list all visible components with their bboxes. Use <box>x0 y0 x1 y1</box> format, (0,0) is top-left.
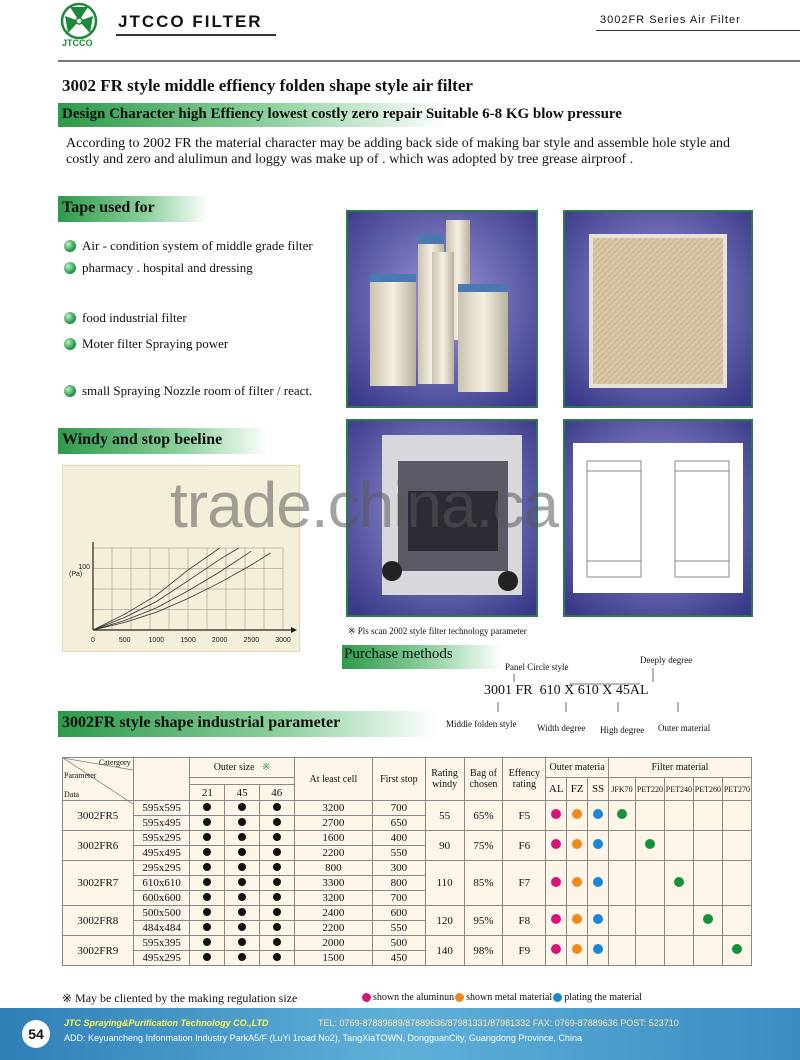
filter-material-cell <box>722 936 751 966</box>
code-width: 610 <box>539 683 561 698</box>
size-availability <box>259 831 294 846</box>
cell-cell: 1500 <box>294 951 372 966</box>
size-availability <box>225 921 260 936</box>
model-cell: 3002FR9 <box>63 936 134 966</box>
size-availability <box>225 861 260 876</box>
size-availability <box>225 876 260 891</box>
availability-dot <box>238 893 246 901</box>
table-row <box>63 906 752 921</box>
size-note: ※ May be cliented by the making regulation size <box>62 991 298 1005</box>
list-item: Moter filter Spraying power <box>64 336 228 352</box>
size-availability <box>225 906 260 921</box>
cell-cell: 2400 <box>294 906 372 921</box>
outer-material-cell <box>588 936 609 966</box>
filter-material-cell <box>693 861 722 906</box>
header-pet240: PET240 <box>664 778 693 801</box>
availability-dot <box>238 803 246 811</box>
bullet-icon <box>64 385 76 397</box>
model-cell: 3002FR5 <box>63 801 134 831</box>
y-axis-label: (Pa) <box>69 571 83 578</box>
list-item: small Spraying Nozzle room of filter / react. <box>64 383 312 399</box>
watermark: trade.china.ca <box>170 469 559 541</box>
size-availability <box>190 801 225 816</box>
size-cell: 595x595 <box>133 801 190 816</box>
filter-material-cell <box>664 936 693 966</box>
filter-material-cell <box>722 801 751 831</box>
material-dot <box>551 809 561 819</box>
windy-cell: 55 <box>425 801 464 831</box>
scan-note: ※ Pls scan 2002 style filter technology parameter <box>348 626 527 636</box>
filter-dot <box>703 914 713 924</box>
logo <box>60 2 98 40</box>
header-jfk70: JFK70 <box>609 778 636 801</box>
availability-dot <box>273 923 281 931</box>
size-availability <box>190 846 225 861</box>
first-stop-cell: 550 <box>373 846 426 861</box>
photo-cartridge-filters <box>346 210 538 408</box>
label-middle-folden: Middle folden style <box>446 719 517 729</box>
size-availability <box>259 891 294 906</box>
filter-material-cell <box>635 906 664 936</box>
first-stop-cell: 450 <box>373 951 426 966</box>
filter-material-cell <box>722 831 751 861</box>
outer-material-cell <box>546 801 567 831</box>
size-availability <box>190 951 225 966</box>
header-pet220: PET220 <box>635 778 664 801</box>
size-availability <box>225 846 260 861</box>
footer-address: ADD: Keyuancheng Infonmation Industry ParkA5/F (LuYi 1road No2), TangXiaTOWN, DongguanCity, Guangdong Province, China <box>64 1033 582 1043</box>
y-tick-label: 100 <box>78 563 90 571</box>
filter-material-cell <box>635 936 664 966</box>
material-dot <box>551 914 561 924</box>
material-dot <box>593 877 603 887</box>
availability-dot <box>273 878 281 886</box>
availability-dot <box>238 848 246 856</box>
availability-dot <box>238 908 246 916</box>
param-heading: 3002FR style shape industrial parameter <box>62 714 341 731</box>
label-panel-circle: Panel Circle style <box>505 662 569 672</box>
header-effency-rating: Effency rating <box>503 758 546 801</box>
x-tick-label: 3000 <box>275 637 291 644</box>
cell-cell: 800 <box>294 861 372 876</box>
first-stop-cell: 550 <box>373 921 426 936</box>
bullet-icon <box>64 338 76 350</box>
size-availability <box>225 951 260 966</box>
material-dot <box>572 809 582 819</box>
header-rating-windy: Rating windy <box>425 758 464 801</box>
availability-dot <box>238 818 246 826</box>
table-row <box>63 861 752 876</box>
availability-dot <box>238 833 246 841</box>
availability-dot <box>203 833 211 841</box>
parameter-table <box>62 757 752 966</box>
availability-dot <box>273 938 281 946</box>
model-cell: 3002FR8 <box>63 906 134 936</box>
size-availability <box>190 831 225 846</box>
filter-material-cell <box>693 801 722 831</box>
legend-dot-aluminum <box>362 993 371 1002</box>
size-availability <box>190 936 225 951</box>
label-outer-material: Outer material <box>658 723 711 733</box>
availability-dot <box>203 848 211 856</box>
x-tick-label: 1500 <box>180 637 196 644</box>
availability-dot <box>203 923 211 931</box>
list-item: pharmacy . hospital and dressing <box>64 260 253 276</box>
filter-dot <box>617 809 627 819</box>
label-width-degree: Width degree <box>537 723 586 733</box>
header-outer-size: Outer size ※ <box>190 758 294 778</box>
size-availability <box>190 816 225 831</box>
outer-material-cell <box>588 906 609 936</box>
table-row <box>63 936 752 951</box>
code-leader-lines <box>470 668 730 718</box>
availability-dot <box>273 848 281 856</box>
series-label: 3002FR Series Air Filter <box>600 14 741 26</box>
header-fz: FZ <box>567 778 588 801</box>
header-al: AL <box>546 778 567 801</box>
x-tick-label: 2000 <box>211 637 228 644</box>
outer-material-cell <box>567 801 588 831</box>
availability-dot <box>203 953 211 961</box>
availability-dot <box>238 863 246 871</box>
material-dot <box>593 944 603 954</box>
size-availability <box>259 816 294 831</box>
bag-cell: 65% <box>464 801 503 831</box>
size-availability <box>190 861 225 876</box>
outer-material-cell <box>546 861 567 906</box>
filter-material-cell <box>722 906 751 936</box>
availability-dot <box>203 893 211 901</box>
material-dot <box>572 877 582 887</box>
material-dot <box>551 839 561 849</box>
outer-material-cell <box>546 906 567 936</box>
eff-cell: F9 <box>503 936 546 966</box>
code-depth: 45 <box>615 683 630 698</box>
windy-cell: 140 <box>425 936 464 966</box>
bag-cell: 95% <box>464 906 503 936</box>
x-axis-arrow-icon <box>291 627 297 633</box>
label-deeply-degree: Deeply degree <box>640 655 693 665</box>
eff-cell: F5 <box>503 801 546 831</box>
header-bag-of-chosen: Bag of chosen <box>464 758 503 801</box>
list-item: food industrial filter <box>64 310 187 326</box>
first-stop-cell: 700 <box>373 891 426 906</box>
availability-dot <box>273 863 281 871</box>
label-high-degree: High degree <box>600 725 645 735</box>
size-availability <box>190 906 225 921</box>
outer-material-cell <box>588 831 609 861</box>
material-dot <box>551 944 561 954</box>
size-cell: 495x295 <box>133 951 190 966</box>
size-cell: 484x484 <box>133 921 190 936</box>
size-availability <box>259 876 294 891</box>
first-stop-cell: 800 <box>373 876 426 891</box>
first-stop-cell: 500 <box>373 936 426 951</box>
footer-company: JTC Spraying&Purification Technology CO.,LTD <box>64 1018 269 1028</box>
size-availability <box>225 816 260 831</box>
availability-dot <box>203 938 211 946</box>
filter-diagram-image <box>565 421 751 615</box>
eff-cell: F8 <box>503 906 546 936</box>
x-tick-label: 500 <box>118 637 131 644</box>
material-dot <box>593 809 603 819</box>
filter-material-cell <box>635 861 664 906</box>
size-availability <box>225 891 260 906</box>
cell-cell: 2700 <box>294 816 372 831</box>
bullet-icon <box>64 312 76 324</box>
cell-cell: 3200 <box>294 891 372 906</box>
material-dot <box>593 839 603 849</box>
size-cell: 500x500 <box>133 906 190 921</box>
availability-dot <box>238 923 246 931</box>
filter-material-cell <box>609 801 636 831</box>
size-availability <box>259 801 294 816</box>
legend-plating: plating the material <box>564 992 642 1003</box>
legend <box>362 992 642 1003</box>
filter-material-cell <box>722 861 751 906</box>
logo-text: JTCCO <box>62 38 93 48</box>
code-style: FR <box>515 683 533 698</box>
first-stop-cell: 600 <box>373 906 426 921</box>
filter-material-cell <box>664 906 693 936</box>
size-cell: 595x295 <box>133 831 190 846</box>
filter-material-cell <box>609 906 636 936</box>
size-availability <box>259 936 294 951</box>
size-cell: 595x395 <box>133 936 190 951</box>
description: According to 2002 FR the material character may be adding back side of making bar style and assemble hole style and costly and zero and alulimun and loggy was make up of . which was adopted by tree grease airproof . <box>66 136 731 167</box>
header-pet270: PET270 <box>722 778 751 801</box>
material-dot <box>551 877 561 887</box>
first-stop-cell: 300 <box>373 861 426 876</box>
outer-material-cell <box>588 801 609 831</box>
size-availability <box>190 876 225 891</box>
bag-cell: 85% <box>464 861 503 906</box>
outer-material-cell <box>567 861 588 906</box>
brand-underline <box>116 34 276 36</box>
outer-material-cell <box>567 936 588 966</box>
availability-dot <box>238 953 246 961</box>
header-at-least-cell: At least cell <box>294 758 372 801</box>
filter-material-cell <box>693 936 722 966</box>
size-availability <box>190 891 225 906</box>
filter-material-cell <box>664 801 693 831</box>
filter-material-cell <box>609 861 636 906</box>
material-dot <box>572 914 582 924</box>
filter-material-cell <box>609 831 636 861</box>
windy-heading: Windy and stop beeline <box>62 431 223 448</box>
list-item: Air - condition system of middle grade filter <box>64 238 313 254</box>
header-divider <box>58 60 800 62</box>
series-line <box>93 553 270 630</box>
x-tick-label: 2500 <box>243 637 260 644</box>
bullet-icon <box>64 262 76 274</box>
bag-cell: 98% <box>464 936 503 966</box>
size-availability <box>225 831 260 846</box>
availability-dot <box>203 908 211 916</box>
filter-dot <box>674 877 684 887</box>
material-dot <box>572 944 582 954</box>
filter-dot <box>732 944 742 954</box>
size-availability <box>259 861 294 876</box>
header-pet260: PET260 <box>693 778 722 801</box>
windy-cell: 110 <box>425 861 464 906</box>
size-cell: 295x295 <box>133 861 190 876</box>
x-tick-label: 1000 <box>148 637 165 644</box>
bag-cell: 75% <box>464 831 503 861</box>
windy-cell: 90 <box>425 831 464 861</box>
size-cell: 495x495 <box>133 846 190 861</box>
outer-material-cell <box>567 831 588 861</box>
size-availability <box>190 921 225 936</box>
filter-material-cell <box>635 831 664 861</box>
bullet-icon <box>64 240 76 252</box>
series-underline <box>596 30 800 31</box>
design-character: Design Character high Effiency lowest costly zero repair Suitable 6-8 KG blow pressure <box>62 106 622 122</box>
legend-metal: shown metal material <box>466 992 553 1003</box>
legend-dot-plating <box>553 993 562 1002</box>
logo-icon <box>60 2 98 40</box>
header-filter-material: Filter material <box>609 758 752 778</box>
cell-cell: 1600 <box>294 831 372 846</box>
cell-cell: 2200 <box>294 846 372 861</box>
header-ss: SS <box>588 778 609 801</box>
legend-dot-metal <box>455 993 464 1002</box>
cell-cell: 2000 <box>294 936 372 951</box>
outer-material-cell <box>546 831 567 861</box>
outer-material-cell <box>567 906 588 936</box>
material-dot <box>572 839 582 849</box>
header-first-stop: First stop <box>373 758 426 801</box>
availability-dot <box>273 953 281 961</box>
availability-dot <box>238 878 246 886</box>
availability-dot <box>203 818 211 826</box>
code-material: AL <box>629 683 649 698</box>
first-stop-cell: 400 <box>373 831 426 846</box>
availability-dot <box>203 803 211 811</box>
filter-material-cell <box>664 861 693 906</box>
windy-cell: 120 <box>425 906 464 936</box>
first-stop-cell: 650 <box>373 816 426 831</box>
outer-material-cell <box>588 861 609 906</box>
table-row <box>63 801 752 816</box>
eff-cell: F7 <box>503 861 546 906</box>
footer-contact: TEL: 0769-87889689/87889636/87981331/87981332 FAX: 0769-87889636 POST: 523710 <box>318 1018 679 1028</box>
filter-material-cell <box>693 906 722 936</box>
code-x: X <box>602 683 613 698</box>
code-x: X <box>564 683 575 698</box>
availability-dot <box>273 833 281 841</box>
filter-material-cell <box>693 831 722 861</box>
page-title: 3002 FR style middle effiency folden shape style air filter <box>62 76 473 95</box>
model-cell: 3002FR6 <box>63 831 134 861</box>
code-height: 610 <box>577 683 599 698</box>
brand-name: JTCCO FILTER <box>118 12 263 31</box>
first-stop-cell: 700 <box>373 801 426 816</box>
cell-cell: 2200 <box>294 921 372 936</box>
cartridge-filters-image <box>348 212 536 406</box>
cell-cell: 3300 <box>294 876 372 891</box>
table-corner: Catergory Parameter Data <box>63 758 134 801</box>
x-tick-label: 0 <box>91 637 95 644</box>
filter-dot <box>645 839 655 849</box>
availability-dot <box>203 878 211 886</box>
size-availability <box>225 936 260 951</box>
size-availability <box>259 846 294 861</box>
eff-cell: F6 <box>503 831 546 861</box>
size-availability <box>225 801 260 816</box>
size-availability <box>259 906 294 921</box>
model-cell: 3002FR7 <box>63 861 134 906</box>
cell-cell: 3200 <box>294 801 372 816</box>
size-cell: 610x610 <box>133 876 190 891</box>
legend-aluminum: shown the aluminun <box>373 992 455 1003</box>
size-cell: 600x600 <box>133 891 190 906</box>
size-cell: 595x495 <box>133 816 190 831</box>
header-size-46: 46 <box>259 785 294 801</box>
tape-used-heading: Tape used for <box>62 199 155 216</box>
availability-dot <box>273 893 281 901</box>
filter-material-cell <box>664 831 693 861</box>
photo-panel-filter <box>563 210 753 408</box>
header-size-45: 45 <box>225 785 260 801</box>
availability-dot <box>238 938 246 946</box>
availability-dot <box>273 908 281 916</box>
table-row <box>63 831 752 846</box>
size-availability <box>259 951 294 966</box>
filter-material-cell <box>609 936 636 966</box>
header-size-21: 21 <box>190 785 225 801</box>
panel-filter-image <box>565 212 751 406</box>
availability-dot <box>203 863 211 871</box>
outer-material-cell <box>546 936 567 966</box>
size-availability <box>259 921 294 936</box>
header-outer-materia: Outer materia <box>546 758 609 778</box>
photo-filter-diagram <box>563 419 753 617</box>
availability-dot <box>273 818 281 826</box>
material-dot <box>593 914 603 924</box>
code-series: 3001 <box>484 683 512 698</box>
page-number: 54 <box>22 1020 50 1048</box>
filter-material-cell <box>635 801 664 831</box>
availability-dot <box>273 803 281 811</box>
purchase-heading: Purchase methods <box>344 646 453 662</box>
